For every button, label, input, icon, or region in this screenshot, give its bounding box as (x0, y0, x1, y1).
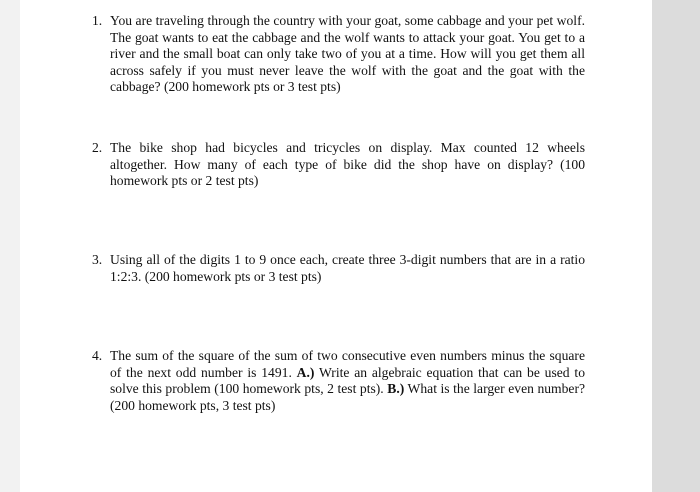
question-text-part: What is the larger even number? (200 homework pts, 3 test pts) (110, 381, 586, 413)
question-number: 2. (92, 140, 103, 155)
question-text: You are traveling through the country with your goat, some cabbage and your pet wolf. The goat wants to eat the cabbage and the wolf wants to attack your goat. You get to a river and the small boat can only take two of you at a time. How will you get them all across safely if you must never leave the wolf with the goat and the goat with the cabbage? (200 homework pts or 3 test pts) (110, 13, 585, 95)
page-margin-shadow (652, 0, 700, 492)
question-text-part: The sum of the square of the sum of two consecutive even numbers minus the square of the next odd number is 1491. (110, 348, 585, 380)
question-number: 3. (92, 252, 103, 267)
part-b-label: B.) (387, 381, 405, 397)
question-text-part: Write an algebraic equation that can be used to solve this problem (100 homework pts, 2 test pts). (110, 364, 585, 397)
question-text: Using all of the digits 1 to 9 once each, create three 3-digit numbers that are in a ratio 1:2:3. (200 homework pts or 3 test pts) (110, 252, 585, 284)
question-1 (92, 13, 585, 96)
question-text (110, 348, 585, 414)
question-number: 1. (92, 13, 103, 28)
question-3 (92, 252, 585, 285)
question-2 (92, 140, 585, 190)
part-a-label: A.) (296, 364, 315, 380)
question-4 (92, 348, 586, 414)
question-text: The bike shop had bicycles and tricycles on display. Max counted 12 wheels altogether. How many of each type of bike did the shop have on display? (100 homework pts or 2 test pts) (110, 140, 585, 189)
question-number: 4. (92, 348, 103, 363)
